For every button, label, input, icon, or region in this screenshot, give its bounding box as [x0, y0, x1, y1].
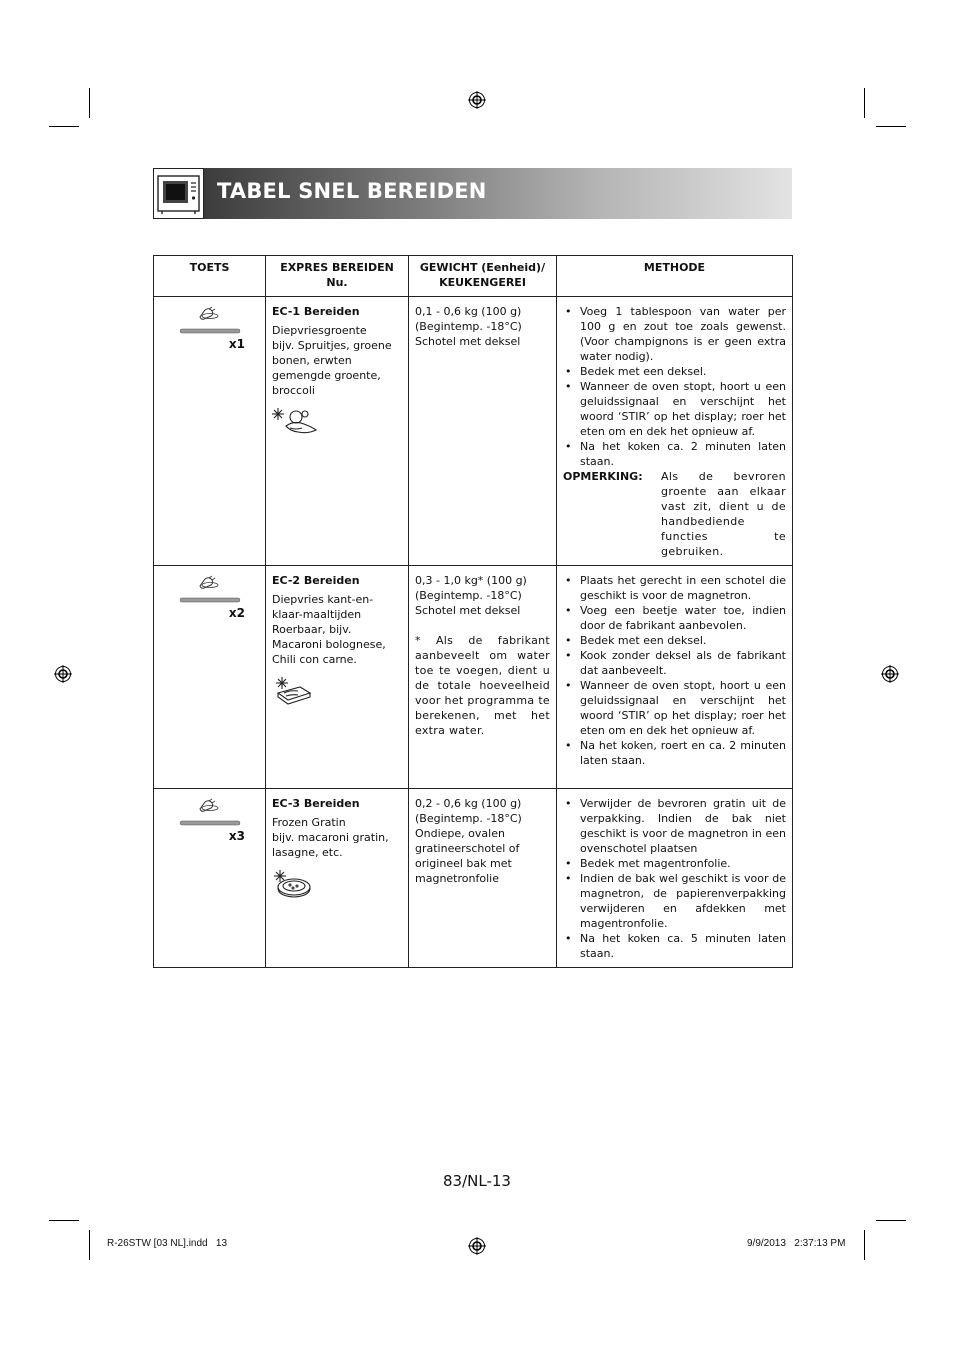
frozen-ready-meal-icon: [272, 675, 312, 705]
column-header: GEWICHT (Eenheid)/ KEUKENGEREI: [409, 256, 557, 297]
weight-range: 0,2 - 0,6 kg (100 g): [415, 797, 522, 810]
weight-range: 0,3 - 1,0 kg* (100 g): [415, 574, 527, 587]
remark-text: Als de bevroren groente aan elkaar vast zit, dient u de handbediende functies te gebruiken.: [661, 470, 786, 558]
press-count: x2: [228, 606, 245, 620]
crop-mark: [89, 88, 90, 118]
footer-file-info: R-26STW [03 NL].indd 13: [107, 1238, 228, 1249]
cookware: Ondiepe, ovalen gratineerschotel of origineel bak met magnetronfolie: [415, 827, 520, 885]
method-step: • Wanneer de oven stopt, hoort u een geluidssignaal en verschijnt het woord ‘STIR’ op het display; roer het eten om en dek het opnieuw af.: [563, 678, 786, 738]
crop-mark: [49, 126, 79, 127]
method-step: • Voeg 1 tablespoon van water per 100 g en zout toe zoals gewenst. (Voor champignons is er geen extra water nodig).: [563, 304, 786, 364]
start-temperature: (Begintemp. -18°C): [415, 320, 522, 333]
footer-timestamp: 9/9/2013 2:37:13 PM: [747, 1238, 846, 1249]
method-step: • Verwijder de bevroren gratin uit de verpakking. Indien de bak niet geschikt is voor de magnetron in een ovenschotel plaatsen: [563, 796, 786, 856]
remark-label: OPMERKING:: [563, 470, 643, 483]
key-cell: [154, 297, 266, 566]
crop-mark: [864, 1230, 865, 1260]
key-cell: [154, 789, 266, 968]
method-cell: [557, 789, 793, 968]
program-cell: [266, 789, 409, 968]
express-cook-key-icon: [172, 305, 242, 339]
start-temperature: (Begintemp. -18°C): [415, 589, 522, 602]
registration-mark-icon: [54, 665, 72, 683]
key-cell: [154, 566, 266, 789]
method-step: • Bedek met een deksel.: [563, 364, 786, 379]
method-step: • Voeg een beetje water toe, indien door de fabrikant aanbevolen.: [563, 603, 786, 633]
registration-mark-icon: [881, 665, 899, 683]
method-step: • Na het koken, roert en ca. 2 minuten laten staan.: [563, 738, 786, 768]
section-header: [153, 168, 792, 219]
weight-cell: [409, 297, 557, 566]
program-examples: bijv. macaroni gratin, lasagne, etc.: [272, 831, 389, 859]
weight-note: * Als de fabrikant aanbeveelt om water toe te voegen, dient u de totale hoeveelheid voor het programma te berekenen, met het extra water.: [415, 634, 550, 737]
registration-mark-icon: [468, 1237, 486, 1255]
program-title: EC-1 Bereiden: [272, 305, 360, 318]
column-header: METHODE: [557, 256, 793, 297]
program-title: EC-2 Bereiden: [272, 574, 360, 587]
crop-mark: [49, 1220, 79, 1221]
method-step: • Plaats het gerecht in een schotel die geschikt is voor de magnetron.: [563, 573, 786, 603]
program-examples: Macaroni bolognese,: [272, 638, 386, 651]
program-cell: [266, 566, 409, 789]
method-step: • Indien de bak wel geschikt is voor de magnetron, de papierenverpakking verwijderen en afdekken met magentronfolie.: [563, 871, 786, 931]
program-food: Frozen Gratin: [272, 816, 346, 829]
method-step: • Wanneer de oven stopt, hoort u een geluidssignaal en verschijnt het woord ‘STIR’ op het display; roer het eten om en dek het opnieuw af.: [563, 379, 786, 439]
method-step: • Kook zonder deksel als de fabrikant dat aanbeveelt.: [563, 648, 786, 678]
crop-mark: [876, 1220, 906, 1221]
registration-mark-icon: [468, 91, 486, 109]
microwave-icon: [153, 168, 204, 219]
program-examples: Roerbaar, bijv.: [272, 623, 352, 636]
cookware: Schotel met deksel: [415, 604, 521, 617]
method-cell: [557, 297, 793, 566]
quick-cook-table: [153, 255, 793, 968]
column-header: TOETS: [154, 256, 266, 297]
program-cell: [266, 297, 409, 566]
program-examples: Chili con carne.: [272, 653, 357, 666]
method-cell: [557, 566, 793, 789]
page-title: TABEL SNEL BEREIDEN: [217, 179, 487, 203]
column-header: EXPRES BEREIDEN Nu.: [266, 256, 409, 297]
crop-mark: [876, 126, 906, 127]
table-header-row: [154, 256, 793, 297]
table-row: [154, 566, 793, 789]
program-examples: bijv. Spruitjes, groene bonen, erwten gemengde groente, broccoli: [272, 339, 392, 397]
start-temperature: (Begintemp. -18°C): [415, 812, 522, 825]
cookware: Schotel met deksel: [415, 335, 521, 348]
crop-mark: [864, 88, 865, 118]
table-row: [154, 789, 793, 968]
page-number: 83/NL-13: [443, 1172, 511, 1190]
method-step: • Bedek met een deksel.: [563, 633, 786, 648]
crop-mark: [89, 1230, 90, 1260]
frozen-gratin-icon: [272, 868, 312, 900]
weight-cell: [409, 566, 557, 789]
frozen-vegetables-icon: [272, 406, 318, 436]
remark: [563, 469, 786, 559]
table-row: [154, 297, 793, 566]
program-food: Diepvries kant-en-klaar-maaltijden: [272, 593, 374, 621]
weight-cell: [409, 789, 557, 968]
press-count: x1: [228, 337, 245, 351]
method-step: • Bedek met magentronfolie.: [563, 856, 786, 871]
express-cook-key-icon: [172, 797, 242, 831]
method-step: • Na het koken ca. 5 minuten laten staan.: [563, 931, 786, 961]
press-count: x3: [228, 829, 245, 843]
method-step: • Na het koken ca. 2 minuten laten staan.: [563, 439, 786, 469]
program-title: EC-3 Bereiden: [272, 797, 360, 810]
program-food: Diepvriesgroente: [272, 324, 367, 337]
express-cook-key-icon: [172, 574, 242, 608]
weight-range: 0,1 - 0,6 kg (100 g): [415, 305, 522, 318]
